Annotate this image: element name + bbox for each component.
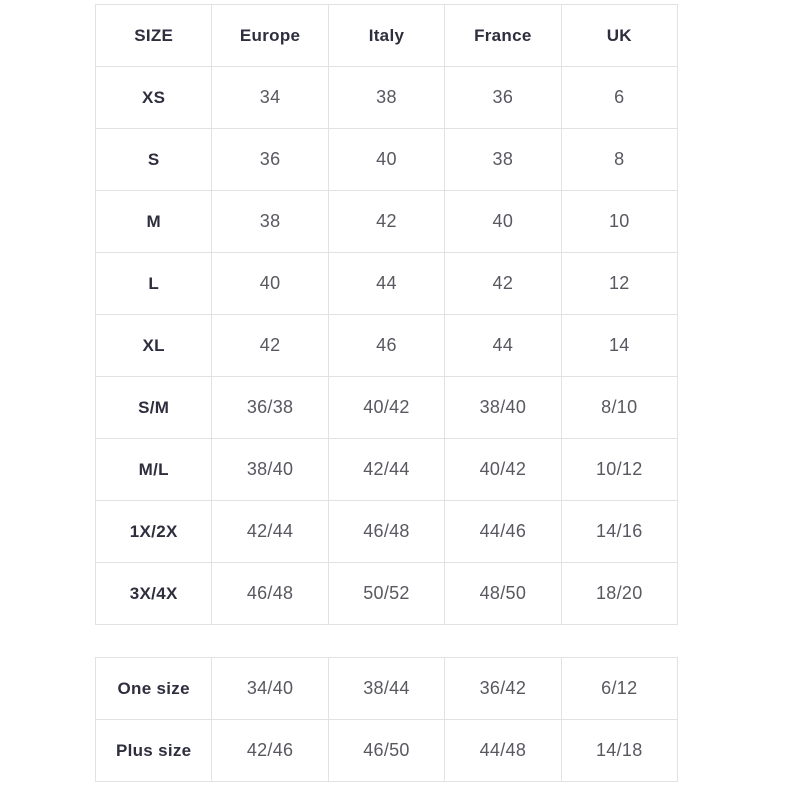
table-row [96, 253, 678, 315]
row-label: L [96, 253, 212, 315]
column-header-uk: UK [561, 5, 677, 67]
table-row [96, 720, 678, 782]
size-value-cell: 42 [445, 253, 561, 315]
row-label: XS [96, 67, 212, 129]
size-value-cell: 36 [445, 67, 561, 129]
column-header-europe: Europe [212, 5, 328, 67]
size-value-cell: 44 [328, 253, 444, 315]
size-value-cell: 38 [445, 129, 561, 191]
size-conversion-table-head [96, 5, 678, 67]
size-value-cell: 18/20 [561, 563, 677, 625]
row-label: M [96, 191, 212, 253]
column-header-size: SIZE [96, 5, 212, 67]
size-value-cell: 38/40 [212, 439, 328, 501]
size-value-cell: 14 [561, 315, 677, 377]
size-value-cell: 6 [561, 67, 677, 129]
size-value-cell: 48/50 [445, 563, 561, 625]
row-label: M/L [96, 439, 212, 501]
size-value-cell: 34 [212, 67, 328, 129]
size-value-cell: 38 [328, 67, 444, 129]
size-value-cell: 44/48 [445, 720, 561, 782]
size-value-cell: 46/48 [328, 501, 444, 563]
size-value-cell: 40/42 [328, 377, 444, 439]
size-value-cell: 46/50 [328, 720, 444, 782]
row-label: S [96, 129, 212, 191]
table-row [96, 191, 678, 253]
table-row [96, 501, 678, 563]
size-value-cell: 10/12 [561, 439, 677, 501]
size-value-cell: 40 [328, 129, 444, 191]
size-value-cell: 34/40 [212, 658, 328, 720]
size-value-cell: 36/42 [445, 658, 561, 720]
size-value-cell: 42/44 [212, 501, 328, 563]
special-sizes-table-body [96, 658, 678, 782]
size-value-cell: 6/12 [561, 658, 677, 720]
size-value-cell: 36 [212, 129, 328, 191]
size-value-cell: 44/46 [445, 501, 561, 563]
table-row [96, 67, 678, 129]
row-label: XL [96, 315, 212, 377]
table-row [96, 563, 678, 625]
size-value-cell: 40 [212, 253, 328, 315]
table-row [96, 129, 678, 191]
size-conversion-table [95, 4, 678, 625]
size-value-cell: 8/10 [561, 377, 677, 439]
row-label: 3X/4X [96, 563, 212, 625]
table-row [96, 658, 678, 720]
size-conversion-table-body [96, 67, 678, 625]
size-value-cell: 50/52 [328, 563, 444, 625]
size-value-cell: 42/44 [328, 439, 444, 501]
size-value-cell: 38/44 [328, 658, 444, 720]
size-value-cell: 38 [212, 191, 328, 253]
size-value-cell: 42 [328, 191, 444, 253]
row-label: Plus size [96, 720, 212, 782]
column-header-italy: Italy [328, 5, 444, 67]
size-value-cell: 14/16 [561, 501, 677, 563]
table-row [96, 439, 678, 501]
size-value-cell: 12 [561, 253, 677, 315]
row-label: 1X/2X [96, 501, 212, 563]
size-value-cell: 40/42 [445, 439, 561, 501]
size-value-cell: 8 [561, 129, 677, 191]
size-value-cell: 38/40 [445, 377, 561, 439]
size-value-cell: 46/48 [212, 563, 328, 625]
size-value-cell: 42/46 [212, 720, 328, 782]
special-sizes-table [95, 657, 678, 782]
size-chart-page [95, 4, 678, 782]
row-label: S/M [96, 377, 212, 439]
table-row [96, 315, 678, 377]
size-value-cell: 44 [445, 315, 561, 377]
column-header-france: France [445, 5, 561, 67]
size-value-cell: 40 [445, 191, 561, 253]
size-value-cell: 10 [561, 191, 677, 253]
size-value-cell: 36/38 [212, 377, 328, 439]
header-row [96, 5, 678, 67]
row-label: One size [96, 658, 212, 720]
size-value-cell: 42 [212, 315, 328, 377]
table-row [96, 377, 678, 439]
size-value-cell: 14/18 [561, 720, 677, 782]
size-value-cell: 46 [328, 315, 444, 377]
